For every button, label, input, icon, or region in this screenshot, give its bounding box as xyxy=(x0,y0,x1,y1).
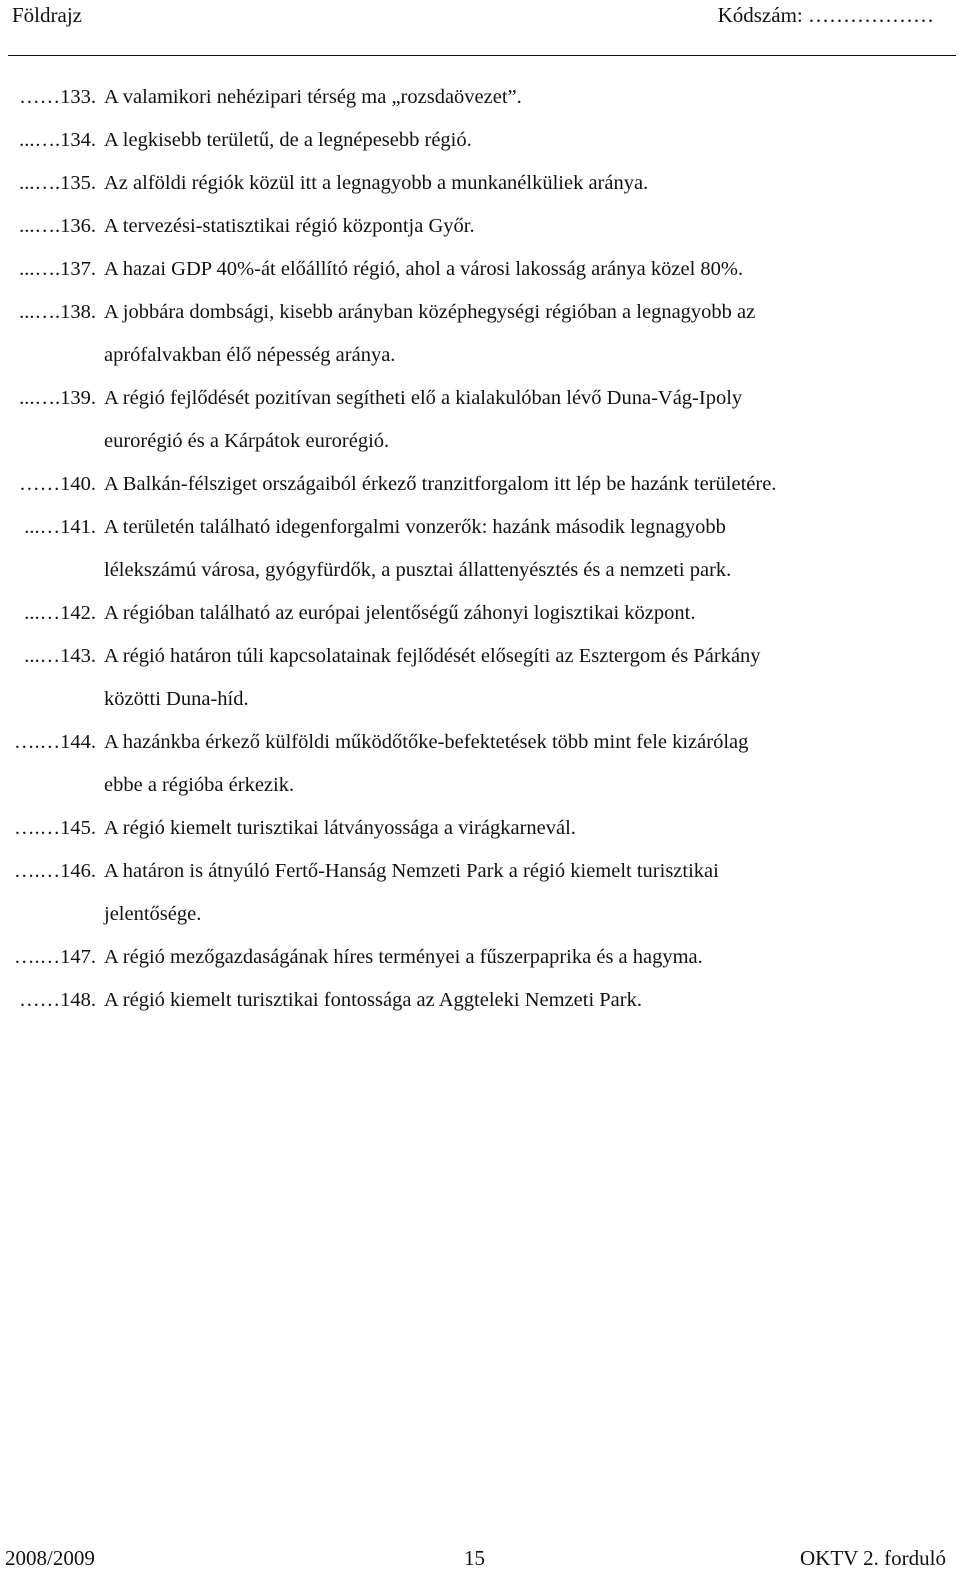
question-text: A valamikori nehézipari térség ma „rozsdaövezet”. xyxy=(104,86,522,108)
code-label: Kódszám: ……………… xyxy=(717,3,934,27)
question-text: A határon is átnyúló Fertő-Hanság Nemzeti Park a régió kiemelt turisztikai xyxy=(104,860,719,882)
question-item xyxy=(0,506,940,592)
question-text-continued: ebbe a régióba érkezik. xyxy=(104,774,295,796)
question-item xyxy=(0,936,940,979)
question-item xyxy=(0,248,940,291)
page-number: 15 xyxy=(464,1546,485,1570)
page-footer xyxy=(0,1538,960,1578)
question-item xyxy=(0,162,940,205)
question-item xyxy=(0,463,940,506)
question-text: A tervezési-statisztikai régió központja Győr. xyxy=(104,215,475,237)
question-text: A Balkán-félsziget országaiból érkező tranzitforgalom itt lép be hazánk területére. xyxy=(104,473,777,495)
question-number: ….…145. xyxy=(14,817,96,839)
school-year: 2008/2009 xyxy=(5,1546,95,1570)
question-text: A hazai GDP 40%-át előállító régió, ahol a városi lakosság aránya közel 80%. xyxy=(104,258,744,280)
question-number: ...….138. xyxy=(19,301,96,323)
question-text: A hazánkba érkező külföldi működőtőke-befektetések több mint fele kizárólag xyxy=(104,731,749,753)
question-number: ...….135. xyxy=(19,172,96,194)
question-item xyxy=(0,205,940,248)
question-number: ...….134. xyxy=(19,129,96,151)
question-item xyxy=(0,76,940,119)
question-text: A jobbára dombsági, kisebb arányban középhegységi régióban a legnagyobb az xyxy=(104,301,756,323)
question-item xyxy=(0,592,940,635)
question-number: ……140. xyxy=(19,473,96,495)
question-number: ...…141. xyxy=(24,516,96,538)
question-text: A régió fejlődését pozitívan segítheti elő a kialakulóban lévő Duna-Vág-Ipoly xyxy=(104,387,743,409)
question-item xyxy=(0,979,940,1022)
question-item xyxy=(0,635,940,721)
question-text-continued: lélekszámú városa, gyógyfürdők, a pusztai állattenyésztés és a nemzeti park. xyxy=(104,559,732,581)
question-number: ...….136. xyxy=(19,215,96,237)
competition-round: OKTV 2. forduló xyxy=(799,1546,946,1570)
question-text: Az alföldi régiók közül itt a legnagyobb a munkanélküliek aránya. xyxy=(104,172,649,194)
subject-title: Földrajz xyxy=(12,3,82,27)
question-number: ...….139. xyxy=(19,387,96,409)
header-divider xyxy=(8,55,956,56)
question-text: A régióban található az európai jelentőségű záhonyi logisztikai központ. xyxy=(104,602,696,624)
question-text: A régió mezőgazdaságának híres terményei a fűszerpaprika és a hagyma. xyxy=(104,946,703,968)
question-text: A régió határon túli kapcsolatainak fejlődését elősegíti az Esztergom és Párkány xyxy=(104,645,761,667)
question-text: A területén található idegenforgalmi vonzerők: hazánk második legnagyobb xyxy=(104,516,726,538)
question-text: A legkisebb területű, de a legnépesebb régió. xyxy=(104,129,472,151)
question-text-continued: aprófalvakban élő népesség aránya. xyxy=(104,344,396,366)
question-text-continued: eurorégió és a Kárpátok eurorégió. xyxy=(104,430,390,452)
question-item xyxy=(0,377,940,463)
question-number: ……148. xyxy=(19,989,96,1011)
question-number: ...…142. xyxy=(24,602,96,624)
question-number: ….…146. xyxy=(14,860,96,882)
question-item xyxy=(0,721,940,807)
question-item xyxy=(0,850,940,936)
question-text: A régió kiemelt turisztikai látványossága a virágkarnevál. xyxy=(104,817,576,839)
question-number: ….…147. xyxy=(14,946,96,968)
question-text-continued: közötti Duna-híd. xyxy=(104,688,249,710)
question-number: ...….137. xyxy=(19,258,96,280)
question-text: A régió kiemelt turisztikai fontossága az Aggteleki Nemzeti Park. xyxy=(104,989,642,1011)
question-number: ...…143. xyxy=(24,645,96,667)
question-number: ……133. xyxy=(19,86,96,108)
question-number: ….…144. xyxy=(14,731,96,753)
page-header xyxy=(8,0,948,36)
question-item xyxy=(0,119,940,162)
question-item xyxy=(0,291,940,377)
question-item xyxy=(0,807,940,850)
question-text-continued: jelentősége. xyxy=(104,903,202,925)
